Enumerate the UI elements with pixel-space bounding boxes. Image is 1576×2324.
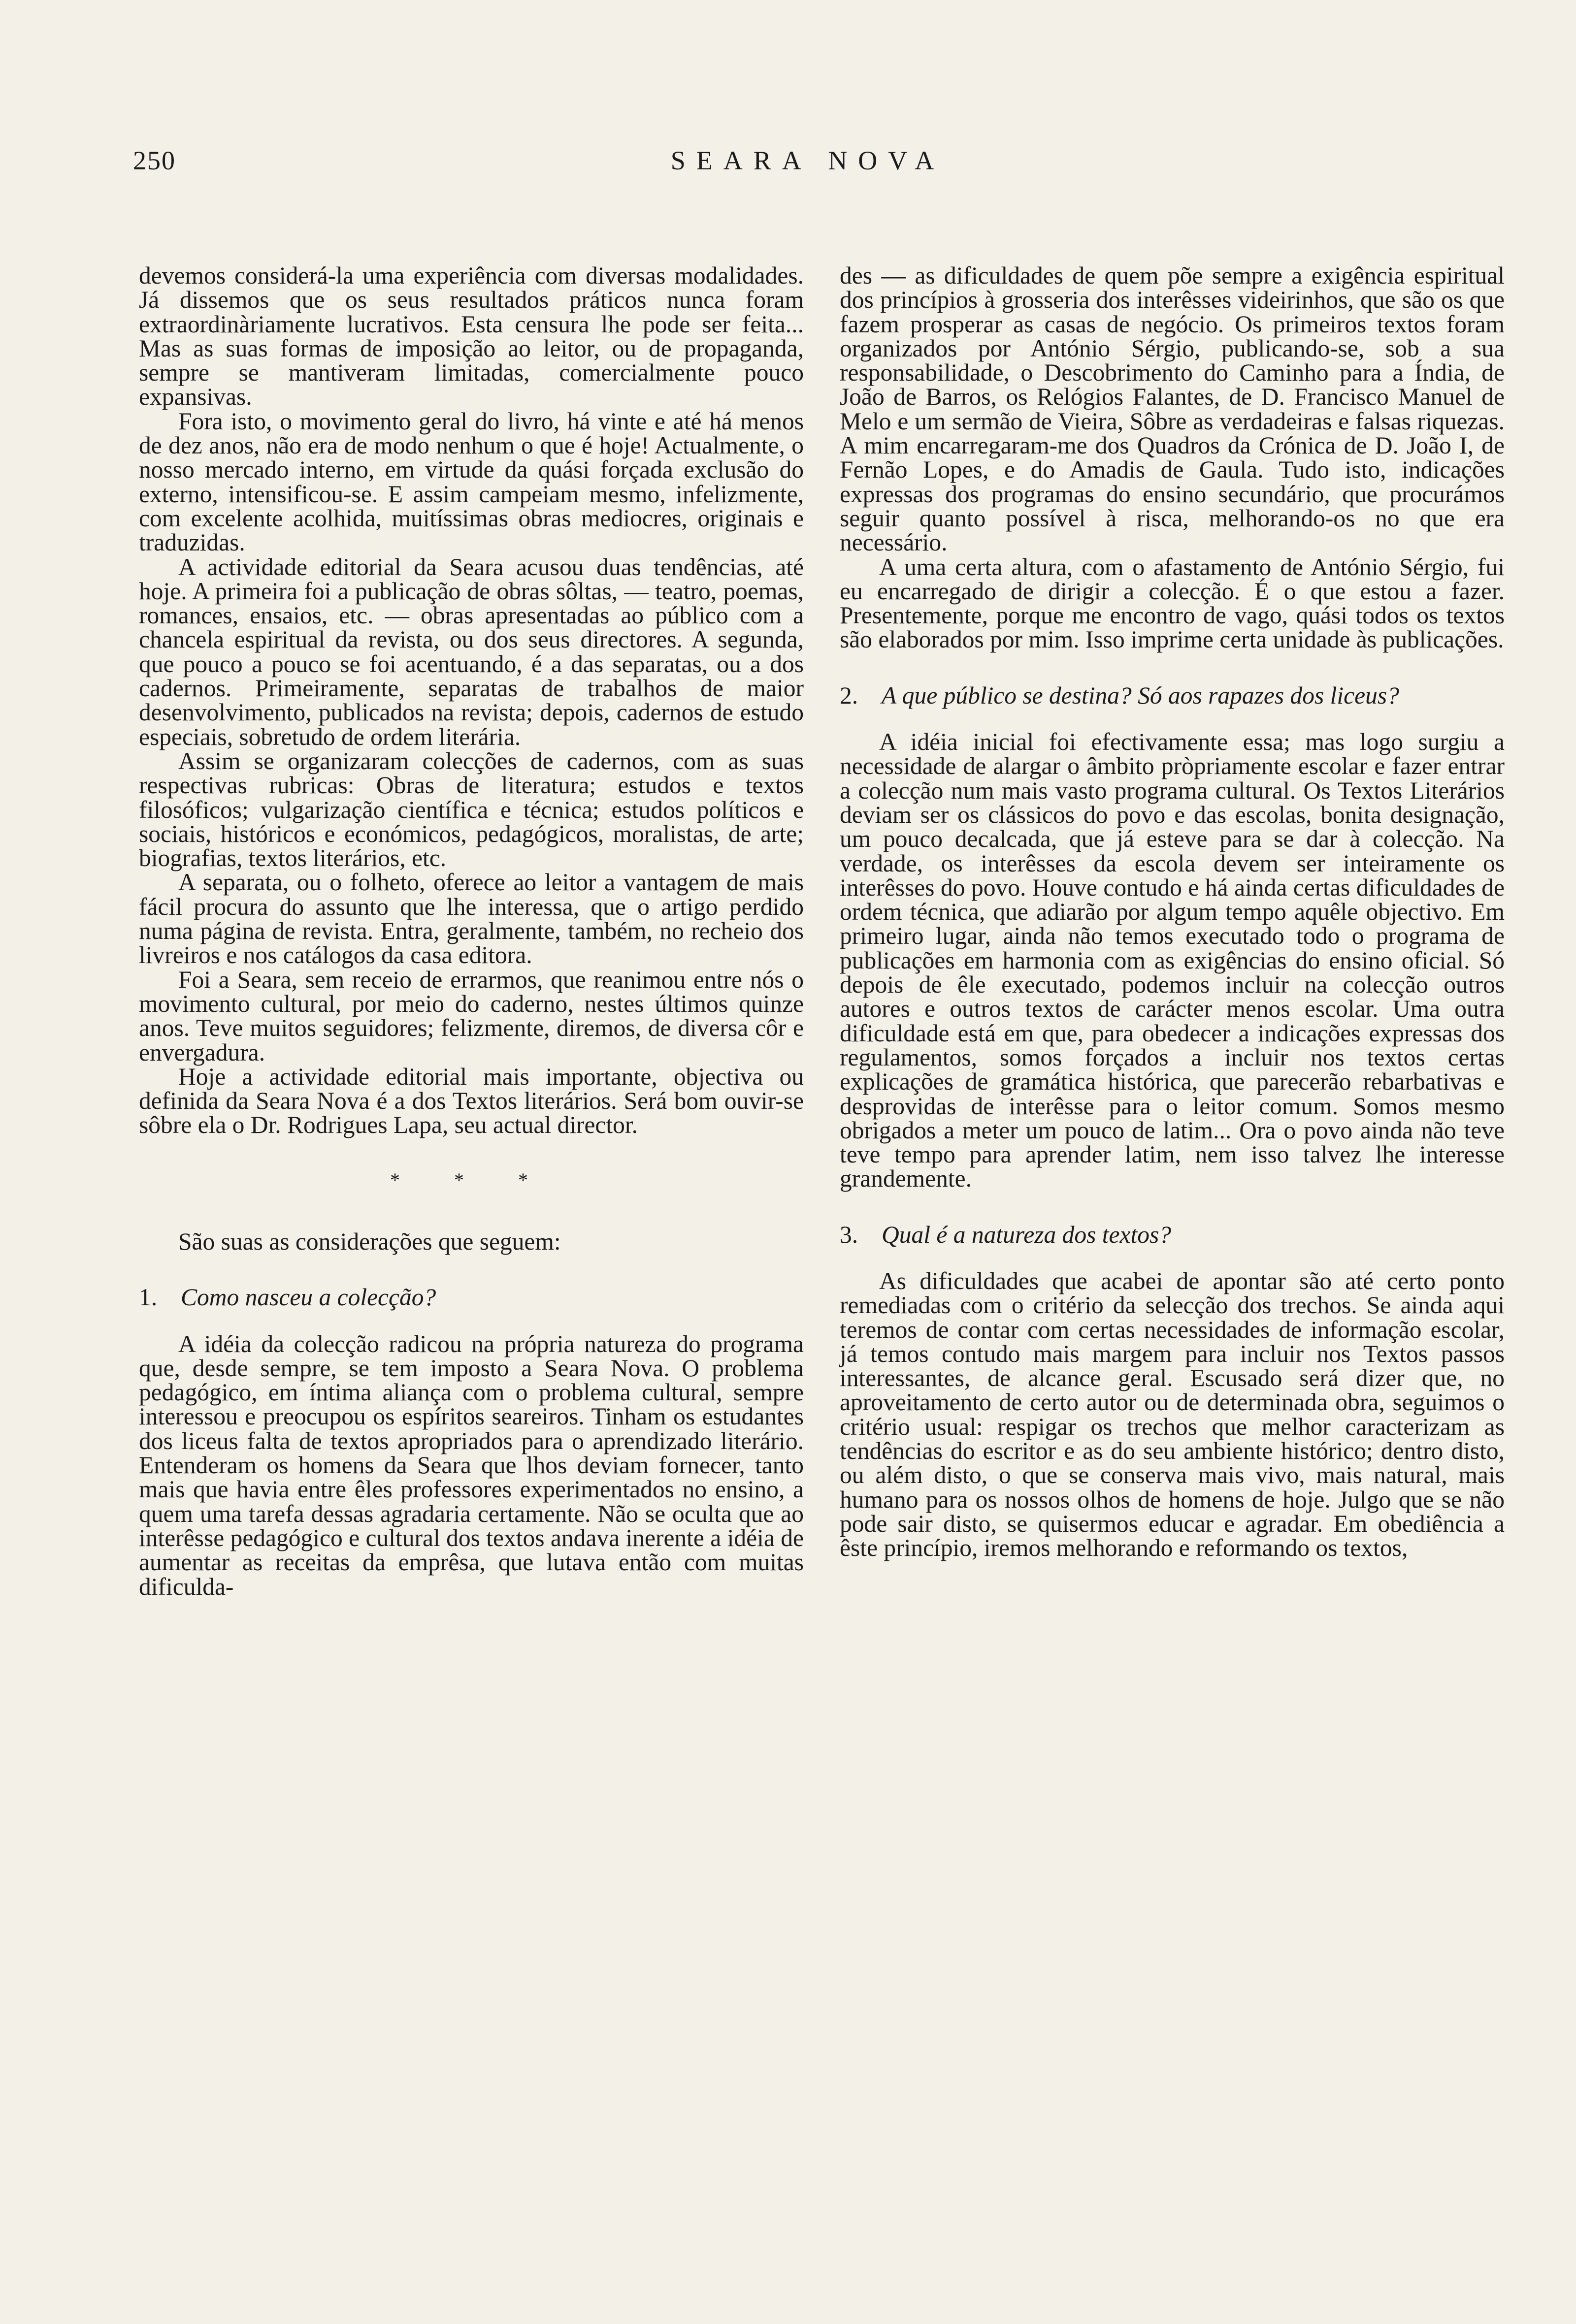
page-number: 250 [133, 146, 176, 175]
paragraph: A idéia da colecção radicou na própria natureza do programa que, desde sempre, se tem imposto a Seara Nova. O problema pedagógico, em íntima aliança com o problema cultural, sempre interessou e preocupou os espíritos seareiros. Tinham os estudantes dos liceus falta de textos apropriados para o aprendizado literário. Entenderam os homens da Seara que lhos deviam fornecer, tanto mais que havia entre êles professores experimentados no ensino, a quem uma tarefa dessas agradaria certamente. Não se oculta que ao interêsse pedagógico e cultural dos textos andava inerente a idéia de aumentar as receitas da emprêsa, que lutava então com muitas dificulda- [139, 1330, 804, 1600]
paragraph: A actividade editorial da Seara acusou duas tendências, até hoje. A primeira foi a publicação de obras sôltas, — teatro, poemas, romances, ensaios, etc. — obras apresentadas ao público com a chancela espiritual da revista, ou dos seus directores. A segunda, que pouco a pouco se foi acentuando, é a das separatas, ou a dos cadernos. Primeiramente, separatas de trabalhos de maior desenvolvimento, publicados na revista; depois, cadernos de estudo especiais, sobretudo de ordem literária. [139, 553, 804, 750]
paragraph: Fora isto, o movimento geral do livro, há vinte e até há menos de dez anos, não era de modo nenhum o que é hoje! Actualmente, o nosso mercado interno, em virtude da quási forçada exclusão do externo, intensificou-se. E assim campeiam mesmo, infelizmente, com excelente acolhida, muitíssimas obras mediocres, originais e traduzidas. [139, 407, 804, 556]
question-heading [840, 683, 1505, 708]
paragraph: A uma certa altura, com o afastamento de António Sérgio, fui eu encarregado de dirigir a colecção. É o que estou a fazer. Presentemente, porque me encontro de vago, quási todos os textos são elaborados por mim. Isso imprime certa unidade às publicações. [840, 553, 1505, 653]
paragraph: As dificuldades que acabei de apontar são até certo ponto remediadas com o critério da selecção dos trechos. Se ainda aqui teremos de contar com certas necessidades de informação escolar, já temos contudo mais margem para incluir nos Textos passos interessantes, de alcance geral. Escusado será dizer que, no aproveitamento de certo autor ou de determinada obra, seguimos o critério usual: respigar os trechos que melhor caracterizam as tendências do escritor e as do seu ambiente histórico; dentro disto, ou além disto, o que se conserva mais vivo, mais natural, mais humano para os nossos olhos de homens de hoje. Julgo que se não pode sair disto, se quisermos educar e agradar. Em obediência a êste princípio, iremos melhorando e reformando os textos, [840, 1267, 1505, 1562]
right-column [840, 263, 1505, 1560]
interview-lead: São suas as considerações que seguem: [178, 1227, 561, 1255]
left-column [139, 263, 804, 1599]
question-text: A que público se destina? Só aos rapazes dos liceus? [882, 681, 1399, 709]
paragraph: Assim se organizaram colecções de cadernos, com as suas respectivas rubricas: Obras de literatura; estudos e textos filosóficos; vulgarização científica e técnica; estudos políticos e sociais, históricos e económicos, pedagógicos, moralistas, de arte; biografias, textos literários, etc. [139, 747, 804, 872]
question-text: Qual é a natureza dos textos? [882, 1221, 1171, 1248]
question-number: 1. [139, 1284, 158, 1311]
paragraph: A idéia inicial foi efectivamente essa; mas logo surgiu a necessidade de alargar o âmbito pròpriamente escolar e fazer entrar a colecção num mais vasto programa cultural. Os Textos Literários deviam ser os clássicos do povo e das escolas, bonita designação, um pouco decalcada, que já esteve para se dar à colecção. Na verdade, os interêsses da escola devem ser inteiramente os interêsses do povo. Houve contudo e há ainda certas dificuldades de ordem técnica, que adiarão por algum tempo aquêle objectivo. Em primeiro lugar, ainda não temos executado todo o programa de publicações em harmonia com as exigências do ensino oficial. Só depois de êle executado, podemos incluir na colecção outros autores e outros textos de carácter menos escolar. Uma outra dificuldade está em que, para obedecer a indicações expressas dos regulamentos, somos forçados a incluir nos textos certas explicações de gramática histórica, que parecerão rebarbativas e desprovidas de interêsse para o leitor comum. Somos mesmo obrigados a meter um pouco de latim... Ora o povo ainda não teve teve tempo para aprender latim, nem isso talvez lhe interesse grandemente. [840, 728, 1505, 1193]
journal-title: SEARA NOVA [670, 146, 945, 175]
section-separator: * * * [390, 1168, 553, 1191]
paragraph: Foi a Seara, sem receio de errarmos, que reanimou entre nós o movimento cultural, por meio do caderno, nestes últimos quinze anos. Teve muitos seguidores; felizmente, diremos, de diversa côr e envergadura. [139, 966, 804, 1066]
paragraph: Hoje a actividade editorial mais importante, objectiva ou definida da Seara Nova é a dos Textos literários. Será bom ouvir-se sôbre ela o Dr. Rodrigues Lapa, seu actual director. [139, 1063, 804, 1139]
running-header [133, 145, 1482, 185]
question-number: 2. [840, 681, 858, 709]
question-heading [840, 1223, 1505, 1247]
question-number: 3. [840, 1221, 858, 1248]
paragraph: A separata, ou o folheto, oferece ao leitor a vantagem de mais fácil procura do assunto que lhe interessa, que o artigo perdido numa página de revista. Entra, geralmente, também, no recheio dos livreiros e nos catálogos da casa editora. [139, 869, 804, 969]
paragraph: devemos considerá-la uma experiência com diversas modalidades. Já dissemos que os seus resultados práticos nunca foram extraordinàriamente lucrativos. Esta censura lhe pode ser feita... Mas as suas formas de imposição ao leitor, ou de propaganda, sempre se mantiveram limitadas, comercialmente pouco expansivas. [139, 262, 804, 411]
paragraph: des — as dificuldades de quem põe sempre a exigência espiritual dos princípios à grosseria dos interêsses videirinhos, que são os que fazem prosperar as casas de negócio. Os primeiros textos foram organizados por António Sérgio, publicando-se, sob a sua responsabilidade, o Descobrimento do Caminho para a Índia, de João de Barros, os Relógios Falantes, de D. Francisco Manuel de Melo e um sermão de Vieira, Sôbre as verdadeiras e falsas riquezas. A mim encarregaram-me dos Quadros da Crónica de D. João I, de Fernão Lopes, e do Amadis de Gaula. Tudo isto, indicações expressas dos programas do ensino secundário, que procurámos seguir quanto possível à risca, melhorando-os no que era necessário. [840, 262, 1505, 556]
question-text: Como nasceu a colecção? [181, 1284, 436, 1311]
question-heading [139, 1285, 804, 1309]
